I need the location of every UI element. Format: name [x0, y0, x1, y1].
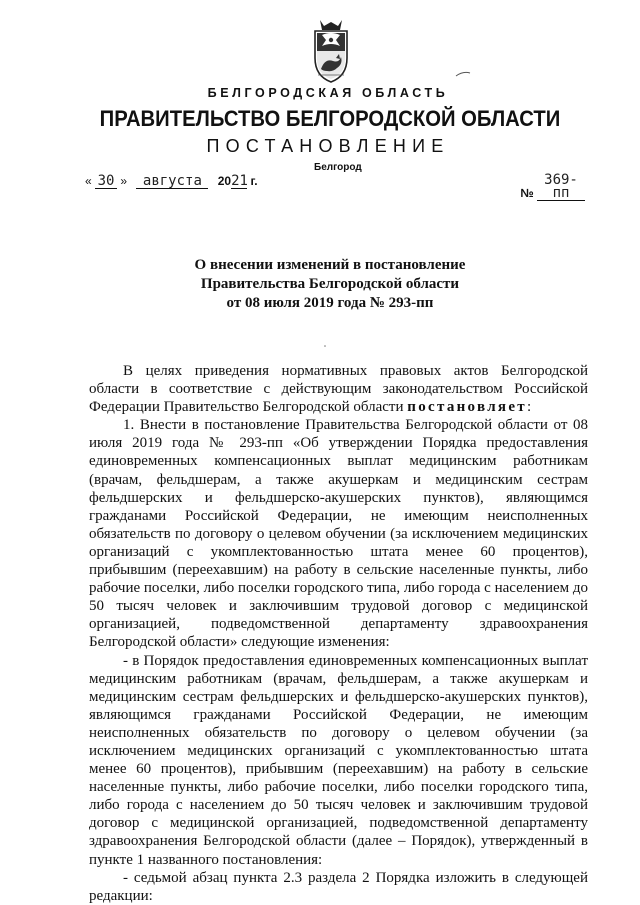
dot-mark [322, 343, 328, 349]
title-line-1: О внесении изменений в постановление [194, 257, 466, 273]
date-year-prefix: 20 [217, 174, 232, 188]
region-name: БЕЛГОРОДСКАЯ ОБЛАСТЬ [207, 86, 449, 100]
decree-number: 369-пп [537, 174, 585, 201]
date-year-suffix: 21 [231, 173, 248, 189]
document-title [10, 256, 640, 313]
amendment-item-paragraph: - седьмой абзац пункта 2.3 раздела 2 Порядка изложить в следующей редакции: [89, 869, 588, 904]
decree-number-block [520, 174, 585, 201]
date-year-abbr: г. [250, 174, 258, 188]
city-name: Белгород [314, 162, 362, 173]
number-label: № [520, 186, 534, 200]
date-month: августа [136, 175, 208, 189]
pen-mark [455, 70, 471, 78]
government-name: ПРАВИТЕЛЬСТВО БЕЛГОРОДСКОЙ ОБЛАСТИ [99, 106, 561, 131]
preamble-text: В целях приведения нормативных правовых актов Белгородской области в соответствие с действующим законодательством Российской Федерации Правительство Белгородской области [89, 363, 588, 416]
document-type: ПОСТАНОВЛЕНИЕ [206, 136, 450, 156]
title-line-2: Правительства Белгородской области [200, 276, 460, 292]
date-number-line [85, 172, 585, 201]
amendment-paragraph: - в Порядок предоставления единовременных компенсационных выплат медицинским работникам (врачам, фельдшерам, а также акушеркам и медицинским сестрам фельдшерских и фельдшерско-акушерских пунктов), являющимся гражданами Российской Федерации, не имеющим неисполненных обязательств по договору о целевом обучении (за исключением медицинских организаций с укомплектованностью штата менее 60 процентов), прибывшим (переехавшим) на работу в сельские населенные пункты, либо рабочие поселки, либо поселки городского типа, либо города с населением до 50 тысяч человек и заключившим трудовой договор с медицинской организацией, подведомственной департаменту здравоохранения Белгородской области (далее – Порядок), утвержденный в пункте 1 названного постановления: [89, 652, 588, 868]
coat-of-arms-emblem [306, 18, 356, 84]
clause-1-paragraph: 1. Внести в постановление Правительства Белгородской области от 08 июля 2019 года № 293-пп «Об утверждении Порядка предоставления единовременных компенсационных выплат медицинским работникам (врачам, фельдшерам, а также акушеркам и медицинским сестрам фельдшерских и фельдшерско-акушерских пунктов), являющимся гражданами Российской Федерации, не имеющим неисполненных обязательств по договору о целевом обучении (за исключением медицинских организаций с укомплектованностью штата менее 60 процентов), прибывшим (переехавшим) на работу в сельские населенные пункты, либо рабочие поселки, либо поселки городского типа, либо города с населением до 50 тысяч человек и заключившим трудовой договор с медицинской организацией, подведомственной департаменту здравоохранения Белгородской области» следующие изменения: [89, 417, 588, 651]
title-line-3: от 08 июля 2019 года № 293-пп [226, 295, 434, 311]
preamble-colon: : [526, 399, 532, 416]
date-day: 30 [95, 175, 117, 189]
document-body [89, 362, 588, 905]
date-open-quote: « [85, 174, 92, 188]
date-close-quote: » [120, 174, 128, 188]
preamble-resolves: постановляет [407, 399, 527, 416]
preamble-paragraph [89, 362, 588, 416]
